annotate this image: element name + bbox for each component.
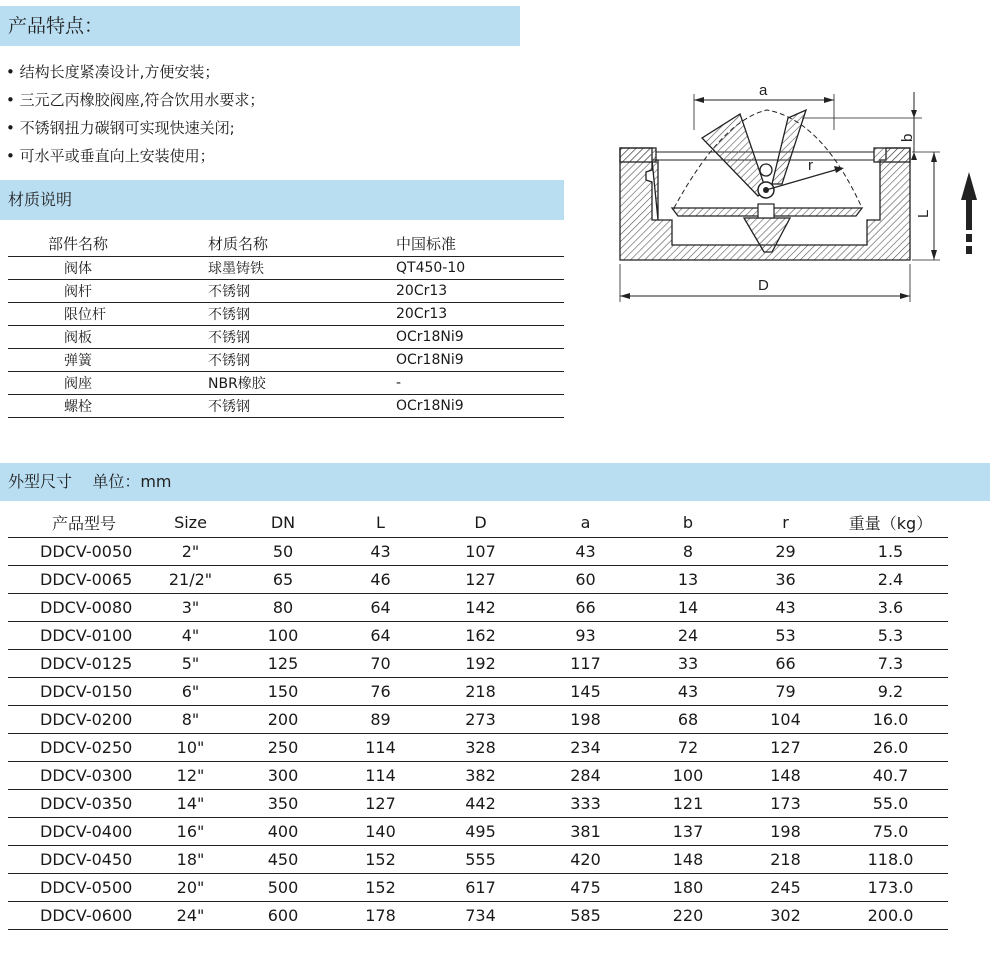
table-cell: DDCV-0200: [8, 706, 148, 734]
features-list: [6, 58, 264, 170]
table-cell: 273: [428, 706, 533, 734]
table-cell: 64: [333, 594, 428, 622]
column-header: 中国标准: [396, 230, 564, 257]
column-header: 材质名称: [208, 230, 396, 257]
table-cell: 43: [533, 538, 638, 566]
table-cell: 420: [533, 846, 638, 874]
table-cell: 20": [148, 874, 233, 902]
table-cell: 300: [233, 762, 333, 790]
left-disc: [702, 114, 766, 196]
dim-label-r: r: [808, 157, 813, 174]
table-row: [8, 303, 564, 326]
table-cell: 152: [333, 846, 428, 874]
table-cell: 162: [428, 622, 533, 650]
table-cell: 127: [738, 734, 833, 762]
table-cell: 不锈钢: [208, 395, 396, 418]
table-cell: 60: [533, 566, 638, 594]
table-cell: 100: [233, 622, 333, 650]
table-cell: 200: [233, 706, 333, 734]
table-cell: 107: [428, 538, 533, 566]
table-cell: 46: [333, 566, 428, 594]
table-cell: 118.0: [833, 846, 948, 874]
table-row: [8, 349, 564, 372]
table-cell: 65: [233, 566, 333, 594]
right-flange: [874, 148, 910, 162]
table-row: [8, 762, 948, 790]
table-cell: 79: [738, 678, 833, 706]
table-cell: 114: [333, 762, 428, 790]
table-cell: 617: [428, 874, 533, 902]
table-cell: 43: [738, 594, 833, 622]
materials-heading: 材质说明: [0, 180, 564, 220]
table-cell: 不锈钢: [208, 280, 396, 303]
flow-direction-arrow-icon: [961, 172, 977, 254]
table-cell: 192: [428, 650, 533, 678]
features-heading: 产品特点：: [0, 6, 520, 46]
table-cell: 8": [148, 706, 233, 734]
table-cell: DDCV-0065: [8, 566, 148, 594]
table-cell: 75.0: [833, 818, 948, 846]
table-cell: 495: [428, 818, 533, 846]
table-cell: 阀板: [8, 326, 208, 349]
table-cell: 734: [428, 902, 533, 930]
table-cell: 24: [638, 622, 738, 650]
dimensions-heading: [0, 463, 990, 501]
dimensions-title: 外型尺寸 单位：mm: [8, 472, 172, 491]
table-header-row: [8, 230, 564, 257]
table-cell: 218: [738, 846, 833, 874]
table-cell: 16": [148, 818, 233, 846]
table-row: [8, 280, 564, 303]
table-cell: 70: [333, 650, 428, 678]
table-cell: 114: [333, 734, 428, 762]
table-cell: 302: [738, 902, 833, 930]
table-cell: 36: [738, 566, 833, 594]
table-row: [8, 538, 948, 566]
table-cell: 245: [738, 874, 833, 902]
table-cell: 53: [738, 622, 833, 650]
table-cell: OCr18Ni9: [396, 395, 564, 418]
table-cell: 50: [233, 538, 333, 566]
table-cell: DDCV-0450: [8, 846, 148, 874]
table-cell: 80: [233, 594, 333, 622]
table-row: [8, 326, 564, 349]
table-row: [8, 902, 948, 930]
table-cell: 72: [638, 734, 738, 762]
table-row: [8, 874, 948, 902]
right-disc: [772, 110, 806, 184]
table-cell: 3.6: [833, 594, 948, 622]
table-cell: DDCV-0400: [8, 818, 148, 846]
table-cell: 125: [233, 650, 333, 678]
table-cell: 173.0: [833, 874, 948, 902]
table-cell: 26.0: [833, 734, 948, 762]
table-cell: 250: [233, 734, 333, 762]
dim-label-D: D: [758, 277, 769, 294]
table-cell: 198: [533, 706, 638, 734]
table-cell: 43: [333, 538, 428, 566]
table-cell: 178: [333, 902, 428, 930]
table-row: [8, 846, 948, 874]
table-cell: 127: [428, 566, 533, 594]
table-cell: 500: [233, 874, 333, 902]
table-cell: 12": [148, 762, 233, 790]
table-cell: 585: [533, 902, 638, 930]
table-row: [8, 790, 948, 818]
column-header: b: [638, 507, 738, 538]
table-cell: 5.3: [833, 622, 948, 650]
column-header: r: [738, 507, 833, 538]
table-cell: DDCV-0600: [8, 902, 148, 930]
table-cell: DDCV-0350: [8, 790, 148, 818]
table-cell: 2": [148, 538, 233, 566]
table-cell: 66: [533, 594, 638, 622]
table-cell: 不锈钢: [208, 349, 396, 372]
table-cell: 40.7: [833, 762, 948, 790]
table-cell: 阀杆: [8, 280, 208, 303]
table-cell: 328: [428, 734, 533, 762]
feature-item: • 三元乙丙橡胶阀座,符合饮用水要求；: [6, 91, 265, 109]
table-cell: 117: [533, 650, 638, 678]
table-cell: 284: [533, 762, 638, 790]
feature-item: • 不锈钢扭力碳钢可实现快速关闭;: [6, 119, 235, 137]
table-cell: DDCV-0250: [8, 734, 148, 762]
table-cell: -: [396, 372, 564, 395]
table-cell: DDCV-0125: [8, 650, 148, 678]
table-cell: 14": [148, 790, 233, 818]
table-cell: 150: [233, 678, 333, 706]
table-cell: 43: [638, 678, 738, 706]
table-cell: NBR橡胶: [208, 372, 396, 395]
table-cell: 198: [738, 818, 833, 846]
table-cell: 13: [638, 566, 738, 594]
column-header: L: [333, 507, 428, 538]
table-cell: DDCV-0080: [8, 594, 148, 622]
materials-table: [8, 230, 564, 418]
table-cell: 104: [738, 706, 833, 734]
left-flange: [620, 148, 656, 162]
table-cell: 93: [533, 622, 638, 650]
dim-label-a: a: [759, 82, 768, 99]
table-cell: DDCV-0500: [8, 874, 148, 902]
table-cell: QT450-10: [396, 257, 564, 280]
table-cell: DDCV-0050: [8, 538, 148, 566]
dim-label-L: L: [915, 209, 932, 218]
column-header: DN: [233, 507, 333, 538]
table-row: [8, 706, 948, 734]
table-row: [8, 395, 564, 418]
table-cell: 152: [333, 874, 428, 902]
table-cell: 173: [738, 790, 833, 818]
table-cell: 不锈钢: [208, 326, 396, 349]
table-cell: 442: [428, 790, 533, 818]
table-cell: 234: [533, 734, 638, 762]
table-cell: 142: [428, 594, 533, 622]
table-cell: 475: [533, 874, 638, 902]
table-cell: 64: [333, 622, 428, 650]
table-row: [8, 372, 564, 395]
table-cell: 218: [428, 678, 533, 706]
table-cell: 阀体: [8, 257, 208, 280]
table-cell: 24": [148, 902, 233, 930]
feature-item: • 可水平或垂直向上安装使用；: [6, 147, 215, 165]
table-cell: 8: [638, 538, 738, 566]
table-cell: 33: [638, 650, 738, 678]
table-cell: 121: [638, 790, 738, 818]
table-cell: 限位杆: [8, 303, 208, 326]
table-cell: 68: [638, 706, 738, 734]
table-cell: OCr18Ni9: [396, 326, 564, 349]
feature-item: • 结构长度紧凑设计,方便安装；: [6, 63, 220, 81]
table-cell: 127: [333, 790, 428, 818]
table-cell: 555: [428, 846, 533, 874]
table-cell: DDCV-0300: [8, 762, 148, 790]
table-cell: 600: [233, 902, 333, 930]
column-header: 部件名称: [8, 230, 208, 257]
table-cell: 球墨铸铁: [208, 257, 396, 280]
column-header: 重量（kg）: [833, 507, 948, 538]
column-header: a: [533, 507, 638, 538]
table-cell: 137: [638, 818, 738, 846]
table-cell: 148: [638, 846, 738, 874]
table-cell: 382: [428, 762, 533, 790]
table-cell: 不锈钢: [208, 303, 396, 326]
table-cell: DDCV-0150: [8, 678, 148, 706]
table-cell: 9.2: [833, 678, 948, 706]
valve-cross-section-diagram: [612, 80, 992, 310]
table-row: [8, 257, 564, 280]
table-cell: 66: [738, 650, 833, 678]
column-header: D: [428, 507, 533, 538]
table-cell: 5": [148, 650, 233, 678]
column-header: Size: [148, 507, 233, 538]
table-cell: 20Cr13: [396, 303, 564, 326]
table-cell: 333: [533, 790, 638, 818]
table-cell: 350: [233, 790, 333, 818]
table-cell: 140: [333, 818, 428, 846]
table-cell: 450: [233, 846, 333, 874]
table-cell: 阀座: [8, 372, 208, 395]
table-row: [8, 734, 948, 762]
table-cell: 螺栓: [8, 395, 208, 418]
dim-label-b: b: [899, 133, 916, 142]
table-row: [8, 650, 948, 678]
table-cell: 10": [148, 734, 233, 762]
table-cell: 6": [148, 678, 233, 706]
dimensions-table: [8, 507, 948, 930]
table-cell: 76: [333, 678, 428, 706]
table-cell: 1.5: [833, 538, 948, 566]
table-row: [8, 678, 948, 706]
table-cell: 55.0: [833, 790, 948, 818]
table-cell: 381: [533, 818, 638, 846]
table-cell: 148: [738, 762, 833, 790]
table-cell: 89: [333, 706, 428, 734]
table-cell: 200.0: [833, 902, 948, 930]
table-cell: 4": [148, 622, 233, 650]
table-cell: 3": [148, 594, 233, 622]
table-cell: 180: [638, 874, 738, 902]
table-cell: 18": [148, 846, 233, 874]
table-cell: 2.4: [833, 566, 948, 594]
table-cell: 21/2": [148, 566, 233, 594]
table-row: [8, 818, 948, 846]
table-cell: 14: [638, 594, 738, 622]
table-cell: 16.0: [833, 706, 948, 734]
table-cell: 220: [638, 902, 738, 930]
table-cell: 145: [533, 678, 638, 706]
table-header-row: [8, 507, 948, 538]
table-cell: 100: [638, 762, 738, 790]
table-cell: DDCV-0100: [8, 622, 148, 650]
table-row: [8, 622, 948, 650]
column-header: 产品型号: [8, 507, 148, 538]
table-cell: 弹簧: [8, 349, 208, 372]
table-row: [8, 594, 948, 622]
table-cell: 29: [738, 538, 833, 566]
table-row: [8, 566, 948, 594]
table-cell: 7.3: [833, 650, 948, 678]
spring-icon: [760, 164, 772, 176]
table-cell: 400: [233, 818, 333, 846]
table-cell: OCr18Ni9: [396, 349, 564, 372]
table-cell: 20Cr13: [396, 280, 564, 303]
